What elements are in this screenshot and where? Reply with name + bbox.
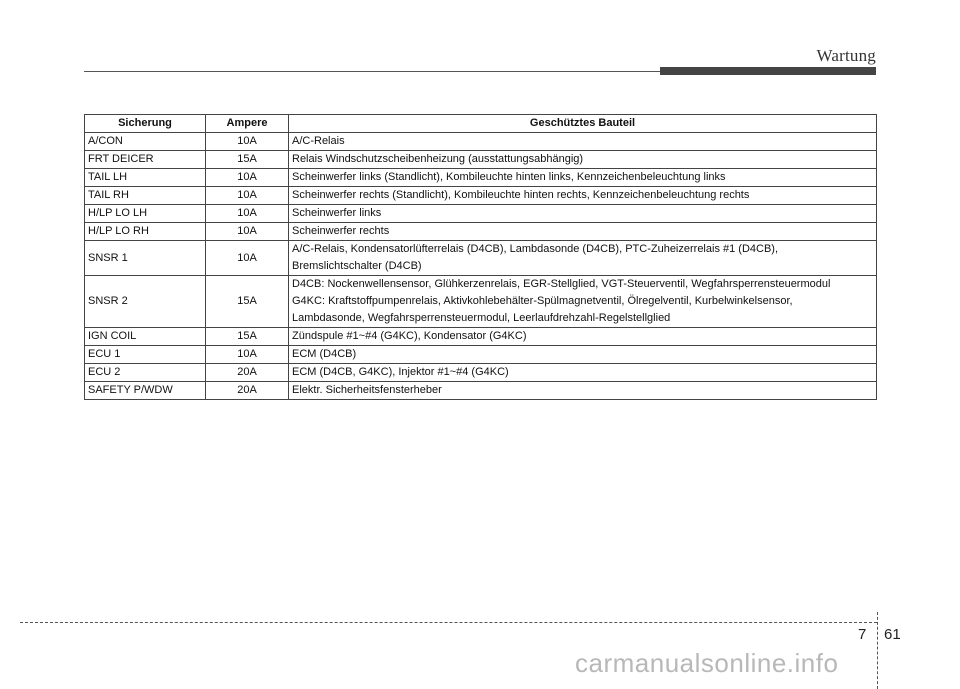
ampere-cell: 15A: [206, 328, 289, 346]
component-line: Scheinwerfer rechts: [292, 225, 390, 237]
ampere-cell: 10A: [206, 346, 289, 364]
fuse-name-cell: SAFETY P/WDW: [85, 382, 206, 400]
component-line: A/C-Relais, Kondensatorlüfterrelais (D4CB), Lambdasonde (D4CB), PTC-Zuheizerrelais #1 (D4CB),: [292, 243, 779, 255]
component-line: Scheinwerfer links (Standlicht), Kombileuchte hinten links, Kennzeichenbeleuchtung links: [292, 171, 726, 183]
component-line: ECM (D4CB): [292, 348, 357, 360]
protected-component-cell: [289, 169, 877, 187]
component-line: D4CB: Nockenwellensensor, Glühkerzenrelais, EGR-Stellglied, VGT-Steuerventil, Wegfahrsperrensteuermodul: [292, 278, 831, 290]
footer-dashed-line: [20, 622, 877, 623]
ampere-cell: 15A: [206, 276, 289, 328]
ampere-cell: 15A: [206, 151, 289, 169]
table-row: [85, 346, 877, 364]
component-line: G4KC: Kraftstoffpumpenrelais, Aktivkohlebehälter-Spülmagnetventil, Ölregelventil, Kurbelwinkelsensor,: [292, 295, 793, 307]
component-line: Bremslichtschalter (D4CB): [292, 260, 422, 272]
ampere-cell: 20A: [206, 364, 289, 382]
ampere-cell: 10A: [206, 205, 289, 223]
header-rule-thin: [84, 71, 660, 72]
protected-component-cell: [289, 223, 877, 241]
component-line: Lambdasonde, Wegfahrsperrensteuermodul, Leerlaufdrehzahl-Regelstellglied: [292, 312, 671, 324]
fuse-name-cell: A/CON: [85, 133, 206, 151]
table-row: [85, 151, 877, 169]
component-line: ECM (D4CB, G4KC), Injektor #1~#4 (G4KC): [292, 366, 509, 378]
protected-component-cell: [289, 328, 877, 346]
component-line: Scheinwerfer rechts (Standlicht), Kombileuchte hinten rechts, Kennzeichenbeleuchtung rechts: [292, 189, 750, 201]
ampere-cell: 10A: [206, 241, 289, 276]
ampere-cell: 10A: [206, 223, 289, 241]
fuse-name-cell: SNSR 1: [85, 241, 206, 276]
footer-dashed-divider: [877, 612, 878, 689]
table-row: [85, 205, 877, 223]
component-line: A/C-Relais: [292, 135, 345, 147]
ampere-cell: 10A: [206, 187, 289, 205]
fuse-name-cell: FRT DEICER: [85, 151, 206, 169]
component-line: Elektr. Sicherheitsfensterheber: [292, 384, 442, 396]
component-line: Zündspule #1~#4 (G4KC), Kondensator (G4KC): [292, 330, 527, 342]
watermark-text: carmanualsonline.info: [575, 648, 839, 678]
protected-component-cell: [289, 187, 877, 205]
table-row: [85, 364, 877, 382]
fuse-name-cell: SNSR 2: [85, 276, 206, 328]
table-row: [85, 328, 877, 346]
table-row: [85, 276, 877, 328]
table-row: [85, 133, 877, 151]
component-line: Relais Windschutzscheibenheizung (ausstattungsabhängig): [292, 153, 584, 165]
protected-component-cell: [289, 133, 877, 151]
fuse-table: [84, 114, 877, 400]
column-header-ampere: Ampere: [206, 115, 289, 133]
protected-component-cell: [289, 364, 877, 382]
table-row: [85, 223, 877, 241]
ampere-cell: 10A: [206, 133, 289, 151]
ampere-cell: 20A: [206, 382, 289, 400]
fuse-name-cell: IGN COIL: [85, 328, 206, 346]
fuse-name-cell: H/LP LO LH: [85, 205, 206, 223]
column-header-component: Geschütztes Bauteil: [289, 115, 877, 133]
fuse-name-cell: TAIL LH: [85, 169, 206, 187]
page-number: 61: [884, 626, 901, 643]
header-rule-thick: [660, 67, 876, 75]
protected-component-cell: [289, 346, 877, 364]
ampere-cell: 10A: [206, 169, 289, 187]
chapter-number: 7: [858, 626, 867, 643]
fuse-name-cell: ECU 1: [85, 346, 206, 364]
fuse-name-cell: H/LP LO RH: [85, 223, 206, 241]
table-body: [85, 133, 877, 400]
table-row: [85, 382, 877, 400]
table-header-row: [85, 115, 877, 133]
protected-component-cell: [289, 205, 877, 223]
table-row: [85, 169, 877, 187]
protected-component-cell: [289, 382, 877, 400]
fuse-name-cell: ECU 2: [85, 364, 206, 382]
fuse-name-cell: TAIL RH: [85, 187, 206, 205]
protected-component-cell: [289, 276, 877, 328]
section-title: Wartung: [816, 46, 876, 65]
column-header-fuse: Sicherung: [85, 115, 206, 133]
protected-component-cell: [289, 241, 877, 276]
table-row: [85, 187, 877, 205]
protected-component-cell: [289, 151, 877, 169]
component-line: Scheinwerfer links: [292, 207, 382, 219]
table-row: [85, 241, 877, 276]
